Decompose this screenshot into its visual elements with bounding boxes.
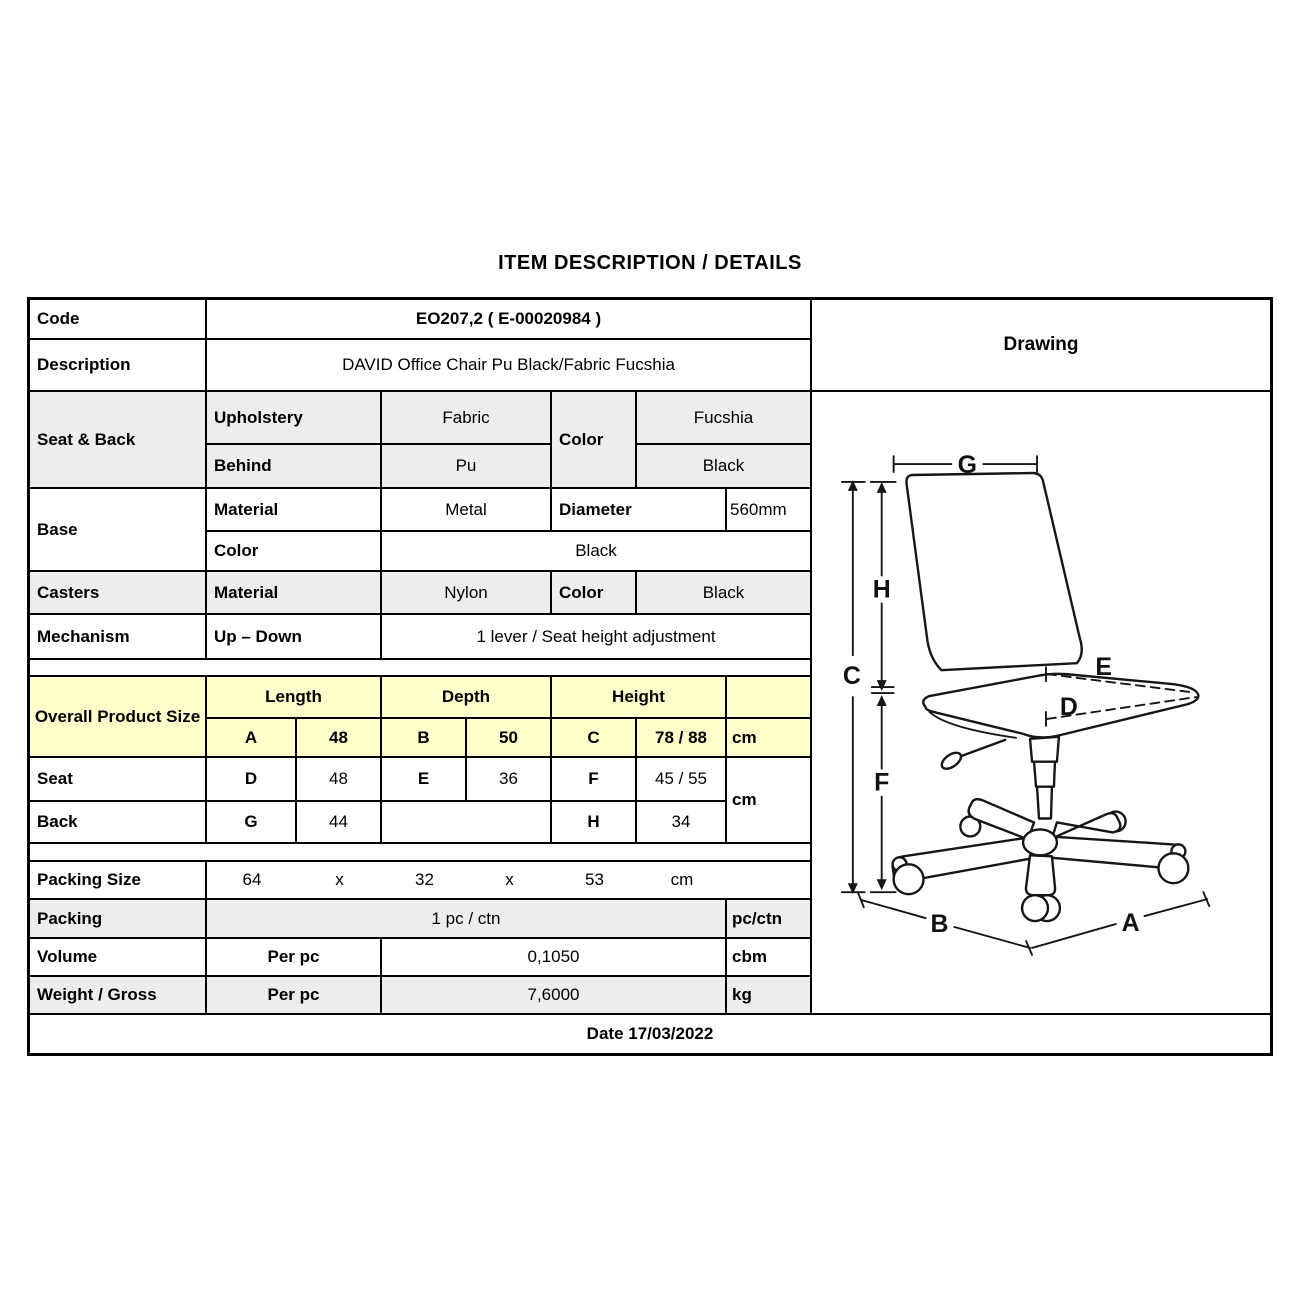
base-hub [1023,829,1057,855]
overall-size-unit: cm [725,717,810,756]
office-chair [893,473,1199,921]
seat-dim-e-value: 36 [465,756,550,800]
seat-dim-e: E [380,756,465,800]
dim-label-e: E [1095,653,1113,682]
gas-lift-top [1030,737,1059,762]
casters-color-label: Color [550,570,635,613]
dim-label-h: H [872,575,891,604]
back-dim-h-value: 34 [635,800,725,842]
seat-back-color-label: Color [550,390,635,487]
overall-dim-a-value: 48 [295,717,380,756]
caster-right-wheel [1158,853,1188,883]
back-row-label: Back [30,800,205,842]
packing-size-label: Packing Size [30,860,205,898]
seat-dim-d: D [205,756,295,800]
seat-row-label: Seat [30,756,205,800]
dim-label-g: G [957,451,978,480]
dim-label-c: C [842,662,861,691]
base-diameter: 560mm [725,487,810,530]
volume-label: Volume [30,937,205,975]
overall-dim-a: A [205,717,295,756]
seat-back-label: Seat & Back [30,390,205,487]
seat-back-unit: cm [725,756,810,842]
back-dim-g-value: 44 [295,800,380,842]
casters-color: Black [635,570,810,613]
packing-label: Packing [30,898,205,937]
caster-left-wheel [894,864,924,894]
size-header-unit-cell [725,675,810,717]
description-label: Description [30,338,205,390]
casters-label: Casters [30,570,205,613]
behind-label: Behind [205,443,380,487]
weight-label: Weight / Gross [30,975,205,1013]
drawing-header: Drawing [810,300,1270,390]
spec-table [27,297,1273,1056]
volume-unit: cbm [725,937,810,975]
code-label: Code [30,300,205,338]
overall-dim-b-value: 50 [465,717,550,756]
description-value: DAVID Office Chair Pu Black/Fabric Fucshia [205,338,810,390]
upholstery-material: Fabric [380,390,550,443]
overall-size-label: Overall Product Size [30,675,205,756]
back-dim-h: H [550,800,635,842]
base-leg-rear-right [1052,813,1120,838]
mechanism-label: Mechanism [30,613,205,658]
volume-value: 0,1050 [380,937,725,975]
packing-size-width: 32 [415,870,434,890]
backrest [906,473,1081,670]
base-material: Metal [380,487,550,530]
dim-label-a: A [1121,909,1140,938]
code-value: EO207,2 ( E-00020984 ) [205,300,810,338]
base-diameter-label: Diameter [550,487,725,530]
upholstery-label: Upholstery [205,390,380,443]
base-label: Base [30,487,205,570]
chair-drawing [812,392,1270,1013]
packing-value: 1 pc / ctn [205,898,725,937]
overall-dim-c: C [550,717,635,756]
length-header: Length [205,675,380,717]
depth-header: Depth [380,675,550,717]
packing-size-values [205,860,810,898]
overall-dim-c-value: 78 / 88 [635,717,725,756]
dim-label-d: D [1059,692,1078,721]
seat-dim-d-value: 48 [295,756,380,800]
height-lever-shaft [959,740,1005,757]
volume-per: Per pc [205,937,380,975]
mechanism-value: 1 lever / Seat height adjustment [380,613,810,658]
seat-dim-f: F [550,756,635,800]
packing-unit: pc/ctn [725,898,810,937]
behind-color: Black [635,443,810,487]
base-material-label: Material [205,487,380,530]
weight-per: Per pc [205,975,380,1013]
seat-dim-f-value: 45 / 55 [635,756,725,800]
height-lever-handle [939,750,964,772]
drawing-area [810,390,1270,1013]
page-title: ITEM DESCRIPTION / DETAILS [498,252,802,274]
packing-size-x2: x [505,870,514,890]
base-color: Black [380,530,810,570]
packing-size-length: 64 [242,870,262,890]
dim-label-b: B [930,910,949,939]
casters-material: Nylon [380,570,550,613]
gas-lift-middle [1034,762,1055,787]
weight-unit: kg [725,975,810,1013]
packing-size-unit: cm [670,870,694,890]
spacer-row-2 [30,842,810,860]
back-dim-g: G [205,800,295,842]
gas-lift-bottom [1037,787,1052,819]
base-color-label: Color [205,530,380,570]
height-header: Height [550,675,725,717]
casters-material-label: Material [205,570,380,613]
packing-size-height: 53 [585,870,604,890]
date-row: Date 17/03/2022 [30,1013,1270,1053]
upholstery-color: Fucshia [635,390,810,443]
weight-value: 7,6000 [380,975,725,1013]
spacer-row-1 [30,658,810,675]
base-leg-front [1026,855,1055,895]
dim-label-f: F [874,768,890,797]
back-row-empty-cell [380,800,550,842]
mechanism-type: Up – Down [205,613,380,658]
behind-material: Pu [380,443,550,487]
caster-front-wheel-inner [1022,895,1048,921]
packing-size-x1: x [335,870,344,890]
overall-dim-b: B [380,717,465,756]
